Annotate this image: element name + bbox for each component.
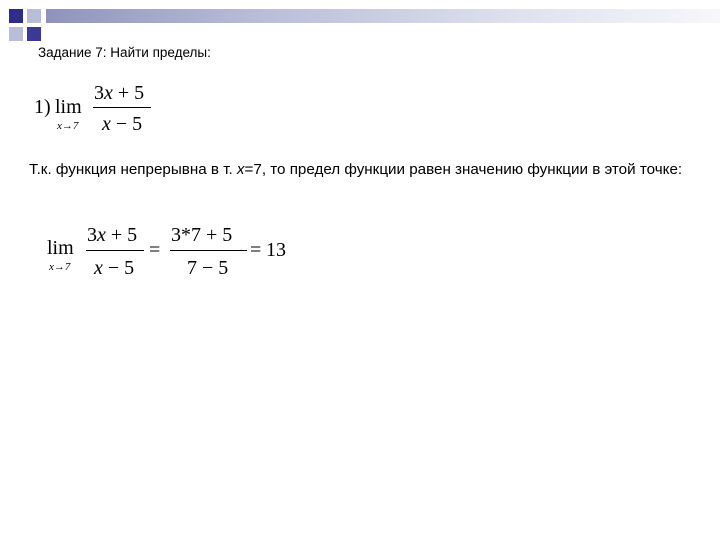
- substituted-fraction-bar: [170, 250, 247, 251]
- solution-limit-subscript: x→7: [49, 261, 71, 273]
- equals-sign: =: [149, 239, 161, 261]
- solution-limit-operator: lim: [47, 237, 74, 259]
- slide-header-decoration: [0, 0, 720, 46]
- task-title: Задание 7: Найти пределы:: [38, 45, 211, 60]
- limit-operator: lim: [55, 96, 82, 118]
- decor-square-light: [9, 27, 23, 41]
- substituted-numerator: 3*7 + 5: [171, 224, 233, 246]
- decor-square-light: [27, 9, 41, 23]
- explanation-text: [29, 160, 689, 180]
- decor-gradient-bar: [46, 9, 720, 23]
- fraction-numerator: 3x + 5: [94, 82, 145, 104]
- fraction-denominator: x − 5: [102, 113, 143, 135]
- solution-numerator: 3x + 5: [87, 224, 138, 246]
- limit-subscript: x→7: [57, 120, 79, 132]
- result-value: 13: [266, 239, 286, 261]
- explanation-part1: Т.к. функция непрерывна в т.: [29, 161, 237, 178]
- problem-number: 1): [34, 96, 51, 118]
- equals-sign: =: [250, 239, 262, 261]
- decor-square-dark: [9, 9, 23, 23]
- explanation-variable: x: [236, 161, 245, 178]
- fraction-bar: [93, 107, 151, 108]
- solution-denominator: x − 5: [94, 257, 135, 279]
- solution-fraction-bar: [86, 250, 144, 251]
- explanation-part2: =7, то предел функции равен значению функции в этой точке:: [244, 161, 683, 178]
- decor-square-dark: [27, 27, 41, 41]
- substituted-denominator: 7 − 5: [187, 257, 229, 279]
